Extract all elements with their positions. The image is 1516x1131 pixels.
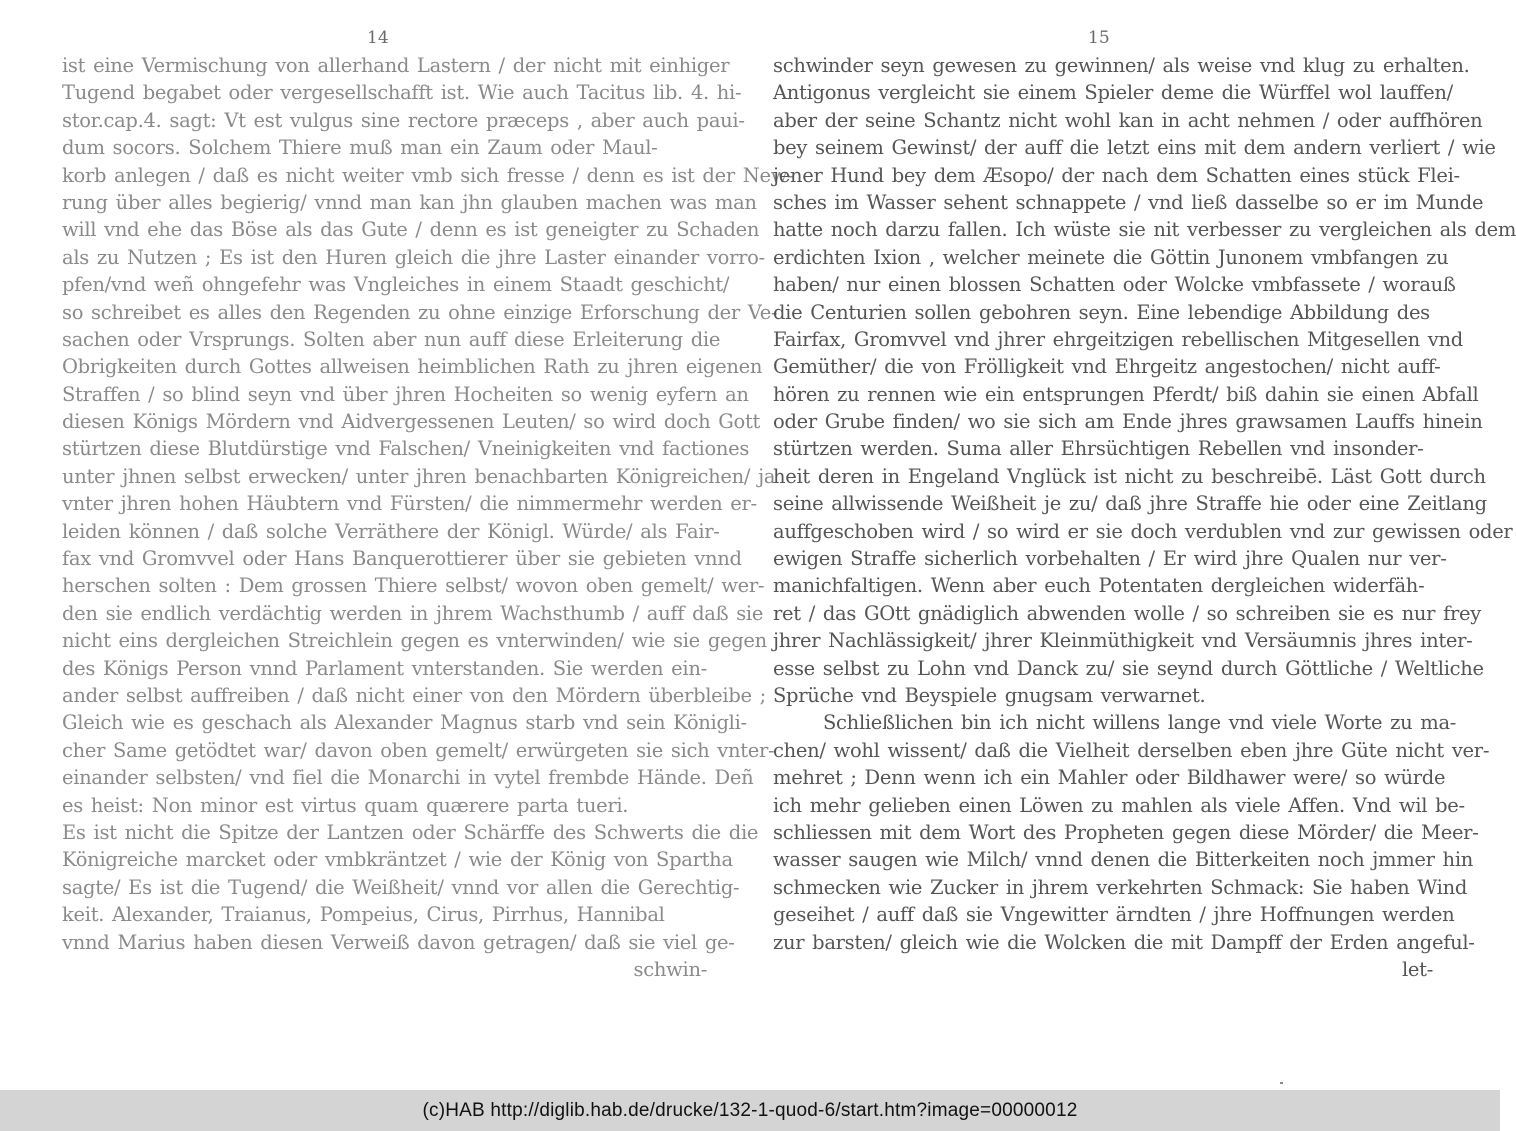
text-line: Gemüther/ die von Frölligkeit vnd Ehrgeitz angestochen/ nicht auff- [773,355,1441,379]
text-line: let- [1401,957,1433,981]
text-line: manichfaltigen. Wenn aber euch Potentaten dergleichen widerfäh- [773,574,1425,598]
text-line: jhrer Nachlässigkeit/ jhrer Kleinmüthigkeit vnd Versäumnis jhres inter- [773,629,1473,653]
text-line: sches im Wasser sehent schnappete / vnd ließ dasselbe so er im Munde [773,190,1484,214]
text-line: hören zu rennen wie ein entsprungen Pferdt/ biß dahin sie einen Abfall [773,382,1479,406]
text-line: zur barsten/ gleich wie die Wolcken die mit Dampff der Erden angeful- [773,930,1475,954]
text-line: bey seinem Gewinst/ der auff die letzt eins mit dem andern verliert / wie [773,136,1496,160]
left-page-text [62,52,794,983]
text-line: cher Same getödtet war/ davon oben gemelt/ erwürgeten sie sich vnter- [62,738,775,762]
text-line: dum socors. Solchem Thiere muß man ein Zaum oder Maul- [62,136,658,160]
text-line: keit. Alexander, Traianus, Pompeius, Cirus, Pirrhus, Hannibal [62,903,665,927]
text-line: jener Hund bey dem Æsopo/ der nach dem Schatten eines stück Flei- [773,163,1460,187]
text-line: will vnd ehe das Böse als das Gute / denn es ist geneigter zu Schaden [62,218,760,242]
text-line: fax vnd Gromvvel oder Hans Banquerottierer über sie gebieten vnnd [62,547,742,571]
text-line: als zu Nutzen ; Es ist den Huren gleich die jhre Laster einander vorro- [62,245,765,269]
text-line: seine allwissende Weißheit je zu/ daß jhre Straffe hie oder eine Zeitlang [773,492,1487,516]
copyright-footer [0,1090,1500,1131]
text-line: pfen/vnd weñ ohngefehr was Vngleiches in einem Staadt geschicht/ [62,273,730,297]
text-line: korb anlegen / daß es nicht weiter vmb sich fresse / denn es ist der New- [62,163,794,187]
text-line: ich mehr gelieben einen Löwen zu mahlen als viele Affen. Vnd wil be- [773,793,1465,817]
page-number-right: 15 [1088,28,1110,48]
text-line: Tugend begabet oder vergesellschafft ist. Wie auch Tacitus lib. 4. hi- [62,81,742,105]
text-line: Antigonus vergleicht sie einem Spieler deme die Würffel wol lauffen/ [773,81,1453,105]
text-line: herschen solten : Dem grossen Thiere selbst/ wovon oben gemelt/ wer- [62,574,765,598]
text-line: ret / das GOtt gnädiglich abwenden wolle / so schreiben sie es nur frey [773,601,1481,625]
text-line: geseihet / auff daß sie Vngewitter ärndten / jhre Hoffnungen werden [773,903,1455,927]
text-line: so schreibet es alles den Regenden zu ohne einzige Erforschung der Ve- [62,300,778,324]
text-line: rung über alles begierig/ vnnd man kan jhn glauben machen was man [62,190,757,214]
text-line: nicht eins dergleichen Streichlein gegen es vnterwinden/ wie sie gegen [62,629,767,653]
text-line: ewigen Straffe sicherlich vorbehalten / Er wird jhre Qualen nur ver- [773,547,1447,571]
text-line: schmecken wie Zucker in jhrem verkehrten Schmack: Sie haben Wind [773,875,1468,899]
text-line: Es ist nicht die Spitze der Lantzen oder Schärffe des Schwerts die die [62,820,759,844]
text-line: stürtzen werden. Suma aller Ehrsüchtigen Rebellen vnd insonder- [773,437,1424,461]
text-line: schwin- [633,957,707,981]
text-line: Fairfax, Gromvvel vnd jhrer ehrgeitzigen rebellischen Mitgesellen vnd [773,327,1463,351]
text-line: diesen Königs Mördern vnd Aidvergessenen Leuten/ so wird doch Gott [62,410,761,434]
paper-speck [1280,1082,1283,1084]
text-line: chen/ wohl wissent/ daß die Vielheit derselben eben jhre Güte nicht ver- [773,738,1490,762]
text-line: Obrigkeiten durch Gottes allweisen heimblichen Rath zu jhren eigenen [62,355,763,379]
text-line: schliessen mit dem Wort des Propheten gegen diese Mörder/ die Meer- [773,820,1479,844]
text-line: esse selbst zu Lohn vnd Danck zu/ sie seynd durch Göttliche / Weltliche [773,656,1484,680]
text-line: sagte/ Es ist die Tugend/ die Weißheit/ vnnd vor allen die Gerechtig- [62,875,740,899]
text-line: auffgeschoben wird / so wird er sie doch verdublen vnd zur gewissen oder [773,519,1513,543]
text-line: einander selbsten/ vnd fiel die Monarchi in vytel frembde Hände. Deñ [62,766,754,790]
text-line: Schließlichen bin ich nicht willens lange vnd viele Worte zu ma- [823,711,1457,735]
right-page-text [773,52,1516,983]
text-line: schwinder seyn gewesen zu gewinnen/ als weise vnd klug zu erhalten. [773,54,1470,77]
text-line: vnter jhren hohen Häubtern vnd Fürsten/ die nimmermehr werden er- [62,492,757,516]
text-line: erdichten Ixion , welcher meinete die Göttin Junonem vmbfangen zu [773,245,1449,269]
text-line: ander selbst auffreiben / daß nicht einer von den Mördern überbleibe ; [62,683,766,707]
text-line: unter jhnen selbst erwecken/ unter jhren benachbarten Königreichen/ ja [62,464,776,488]
text-line: die Centurien sollen gebohren seyn. Eine lebendige Abbildung des [773,300,1430,324]
text-line: heit deren in Engeland Vnglück ist nicht zu beschreibē. Läst Gott durch [773,464,1486,488]
text-line: hatte noch darzu fallen. Ich wüste sie nit verbesser zu vergleichen als dem [773,218,1516,242]
text-line: es heist: Non minor est virtus quam quærere parta tueri. [62,793,629,817]
text-line: Königreiche marcket oder vmbkräntzet / wie der König von Spartha [62,848,733,872]
text-line: des Königs Person vnnd Parlament vnterstanden. Sie werden ein- [62,656,707,680]
text-line: leiden können / daß solche Verräthere der Königl. Würde/ als Fair- [62,519,720,543]
text-line: vnnd Marius haben diesen Verweiß davon getragen/ daß sie viel ge- [62,930,735,954]
page-number-left: 14 [367,28,389,48]
text-line: Straffen / so blind seyn vnd über jhren Hocheiten so wenig eyfern an [62,382,749,406]
footer-url-text: (c)HAB http://diglib.hab.de/drucke/132-1-quod-6/start.htm?image=00000012 [422,1099,1078,1121]
text-line: ist eine Vermischung von allerhand Lastern / der nicht mit einhiger [62,54,730,77]
text-line: oder Grube finden/ wo sie sich am Ende jhres grawsamen Lauffs hinein [773,410,1483,434]
text-line: mehret ; Denn wenn ich ein Mahler oder Bildhawer were/ so würde [773,766,1446,790]
text-line: haben/ nur einen blossen Schatten oder Wolcke vmbfassete / worauß [773,273,1456,297]
text-line: den sie endlich verdächtig werden in jhrem Wachsthumb / auff daß sie [62,601,764,625]
text-line: sachen oder Vrsprungs. Solten aber nun auff diese Erleiterung die [62,327,721,351]
text-line: stor.cap.4. sagt: Vt est vulgus sine rectore præceps , aber auch paui- [62,108,745,132]
text-line: Sprüche vnd Beyspiele gnugsam verwarnet. [773,683,1206,707]
text-line: stürtzen diese Blutdürstige vnd Falschen/ Vneinigkeiten vnd factiones [62,437,750,461]
text-line: Gleich wie es geschach als Alexander Magnus starb vnd sein Königli- [62,711,747,735]
text-line: wasser saugen wie Milch/ vnnd denen die Bitterkeiten noch jmmer hin [773,848,1474,872]
text-line: aber der seine Schantz nicht wohl kan in acht nehmen / oder auffhören [773,108,1483,132]
